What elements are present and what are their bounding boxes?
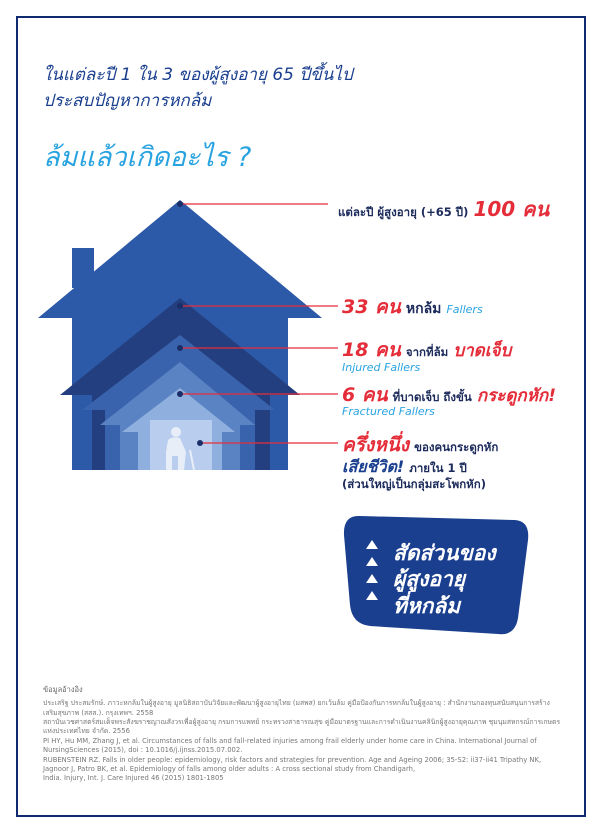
stat-fractured-text: ที่บาดเจ็บ ถึงขั้น — [392, 390, 472, 404]
triangle-up-icon — [366, 591, 378, 600]
leader-dot-18 — [177, 345, 183, 351]
stat-injured-en: Injured Fallers — [342, 361, 421, 374]
stat-death-text2: ภายใน 1 ปี — [409, 461, 467, 475]
stat-injured-highlight: บาดเจ็บ — [453, 341, 512, 361]
stat-death-text: ของคนกระดูกหัก — [414, 440, 499, 454]
badge-line-3: ที่หกล้ม — [393, 593, 461, 618]
references-title: ข้อมูลอ้างอิง — [43, 685, 83, 694]
leader-dot-half — [197, 440, 203, 446]
stat-injured-value: 18 คน — [342, 339, 401, 361]
reference-item: ประเสริฐ ประสมรักษ์. ภาวะหกล้มในผู้สูงอายุ มูลนิธิสถาบันวิจัยและพัฒนาผู้สูงอายุไทย (มสพส) ยกเว้นล้ม คู่มือป้องกันการหกล้มในผู้สูงอายุ : สำนักงานกองทุนสนับสนุนการสร้างเสริมสุขภาพ (สสส.). กรุงเทพฯ. 2558 — [43, 699, 550, 717]
stat-every-year — [338, 193, 549, 225]
references — [43, 685, 563, 784]
reference-item: PI HY, Hu MM, Zhang J, et al. Circumstances of falls and fall-related injuries among frail elderly under home care in China. International Journal of NursingSciences (2015), doi : 10.1016/j.ijnss.2015.07.002. — [43, 736, 537, 755]
stat-fractured-value: 6 คน — [342, 384, 388, 406]
house-chimney — [72, 248, 94, 288]
leader-dot-100 — [177, 201, 183, 207]
subtitle: ล้มแล้วเกิดอะไร ? — [43, 142, 252, 173]
leader-dot-6 — [177, 391, 183, 397]
stat-fallers — [342, 292, 483, 322]
stat-every-year-value: 100 คน — [473, 197, 550, 221]
badge-line-1: สัดส่วนของ — [393, 541, 496, 565]
leader-dot-33 — [177, 303, 183, 309]
stat-fractured-highlight: กระดูกหัก! — [476, 386, 556, 406]
reference-item: สถาบันเวชศาสตร์สมเด็จพระสังฆราชญาณสังวรเพื่อผู้สูงอายุ กรมการแพทย์ กระทรวงสาธารณสุข คู่มือมาตรฐานและการดำเนินงานคลินิกผู้สูงอายุคุณภาพ ชุมนุมสหกรณ์การเกษตรแห่งประเทศไทย จำกัด. 2556 — [43, 718, 561, 736]
triangle-up-icon — [366, 574, 378, 583]
reference-item: India. Injury, Int. J. Care Injured 46 (2015) 1801-1805 — [43, 774, 224, 783]
stat-fallers-value: 33 คน — [342, 296, 401, 318]
stat-death-highlight: เสียชีวิต! — [342, 457, 405, 476]
triangle-up-icon — [366, 540, 378, 549]
stat-death-note: (ส่วนใหญ่เป็นกลุ่มสะโพกหัก) — [342, 477, 486, 491]
triangle-up-icon — [366, 557, 378, 566]
stat-death-value: ครึ่งหนึ่ง — [342, 434, 409, 456]
stat-every-year-prefix: แต่ละปี ผู้สูงอายุ (+65 ปี) — [338, 205, 469, 219]
stat-fallers-en: Fallers — [446, 303, 483, 316]
badge-line-2: ผู้สูงอายุ — [393, 567, 466, 592]
badge-text — [393, 540, 496, 619]
stat-fallers-text: หกล้ม — [405, 301, 442, 317]
headline-line-1: ในแต่ละปี 1 ใน 3 ของผู้สูงอายุ 65 ปีขึ้นไป — [43, 65, 353, 85]
headline-line-2: ประสบปัญหาการหกล้ม — [43, 91, 212, 111]
stat-fractured-en: Fractured Fallers — [342, 405, 435, 418]
stat-injured-text: จากที่ล้ม — [405, 345, 449, 359]
reference-item: RUBENSTEIN RZ. Falls in older people: epidemiology, risk factors and strategies for prevention. Age and Ageing 2006; 35-S2: ii37-ii41 Tripathy NK, Jagnoor J, Patro BK, et al. Epidemiology of falls among older adults : A cross sectional study from Chandigarh, — [43, 755, 542, 773]
